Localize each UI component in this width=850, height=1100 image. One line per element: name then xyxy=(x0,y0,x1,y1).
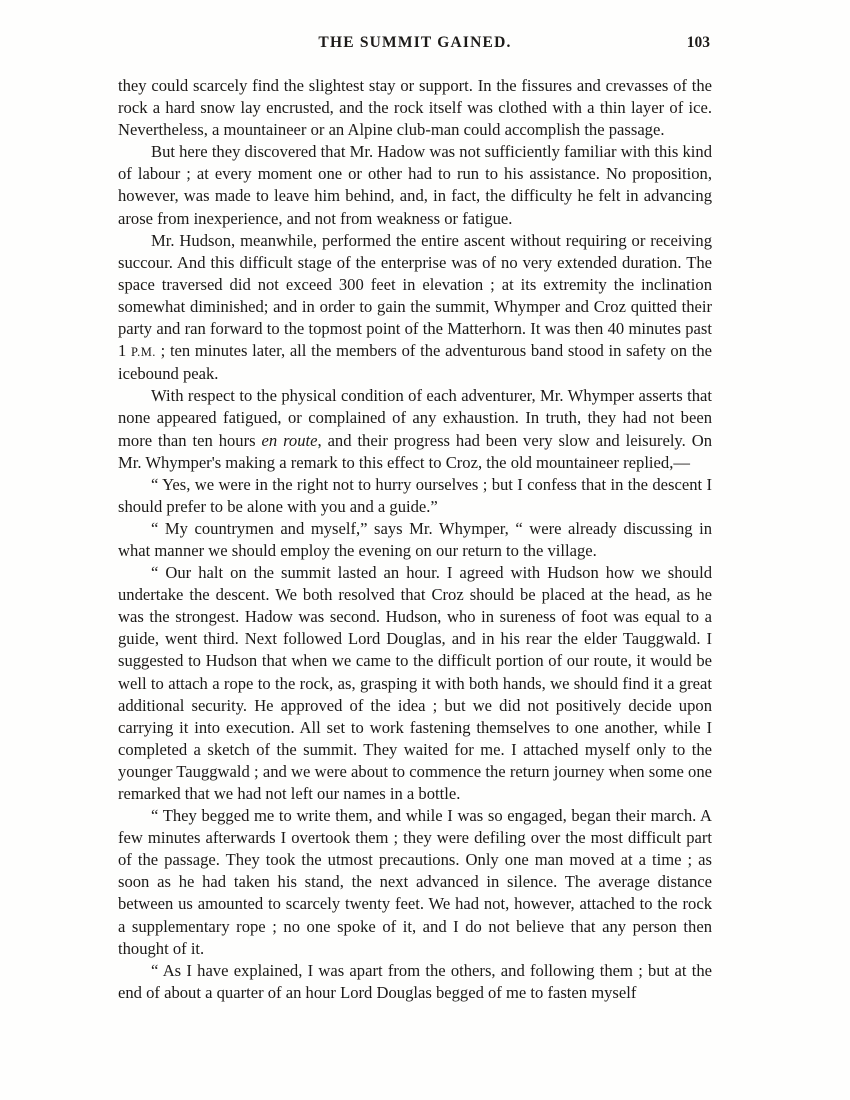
paragraph: With respect to the physical condition of each adventurer, Mr. Whymper asserts that none appeared fatigued, or complained of any exhaustion. In truth, they had not been more than ten hours en route, and their progress had been very slow and leisurely. On Mr. Whymper's making a remark to this effect to Croz, the old mountaineer replied,— xyxy=(118,386,712,472)
paragraph: “ My countrymen and myself,” says Mr. Whymper, “ were already discussing in what manner we should employ the evening on our return to the village. xyxy=(118,518,712,560)
page-number: 103 xyxy=(686,34,710,51)
paragraph: “ Yes, we were in the right not to hurry ourselves ; but I confess that in the descent I should prefer to be alone with you and a guide.” xyxy=(118,474,712,516)
paragraph: Mr. Hudson, meanwhile, performed the entire ascent without requiring or receiving succour. And this difficult stage of the enterprise was of no very extended duration. The space traversed did not exceed 300 feet in elevation ; at its extremity the inclination somewhat diminished; and in order to gain the summit, Whymper and Croz quitted their party and ran forward to the topmost point of the Matterhorn. It was then 40 minutes past 1 P.M. ; ten minutes later, all the members of the adventurous band stood in safety on the icebound peak. xyxy=(118,230,712,384)
paragraph: But here they discovered that Mr. Hadow was not sufficiently familiar with this kind of labour ; at every moment one or other had to run to his assistance. No proposition, however, was made to leave him behind, and, in fact, the difficulty he felt in advancing arose from inexperience, and not from weakness or fatigue. xyxy=(118,142,713,228)
paragraph: “ Our halt on the summit lasted an hour. I agreed with Hudson how we should undertake the descent. We both resolved that Croz should be placed at the head, as he was the strongest. Hadow was second. Hudson, who in sureness of foot was equal to a guide, went third. Next followed Lord Douglas, and in his rear the elder Tauggwald. I suggested to Hudson that when we came to the difficult portion of our route, it would be well to attach a rope to the rock, as, grasping it with both hands, we should find it a great additional security. He approved of the idea ; but we did not positively decide upon carrying it into execution. All set to work fastening themselves to one another, while I completed a sketch of the summit. They waited for me. I attached myself only to the younger Tauggwald ; and we were about to commence the return journey when some one remarked that we had not left our names in a bottle. xyxy=(118,563,712,803)
paragraph: “ As I have explained, I was apart from the others, and following them ; but at the end of about a quarter of an hour Lord Douglas begged of me to fasten myself xyxy=(118,960,712,1002)
body-text xyxy=(118,75,712,1004)
page-header xyxy=(118,34,712,58)
paragraph: “ They begged me to write them, and while I was so engaged, began their march. A few minutes afterwards I overtook them ; they were defiling over the most difficult part of the passage. They took the utmost precautions. Only one man moved at a time ; as soon as he had taken his stand, the next advanced in silence. The average distance between us amounted to scarcely twenty feet. We had not, however, attached to the rock a supplementary rope ; no one spoke of it, and I do not believe that any person then thought of it. xyxy=(118,806,712,958)
running-title: THE SUMMIT GAINED. xyxy=(318,34,512,51)
paragraph: they could scarcely find the slightest stay or support. In the fissures and crevasses of the rock a hard snow lay encrusted, and the rock itself was clothed with a thin layer of ice. Nevertheless, a mountaineer or an Alpine club-man could accomplish the passage. xyxy=(118,76,712,140)
